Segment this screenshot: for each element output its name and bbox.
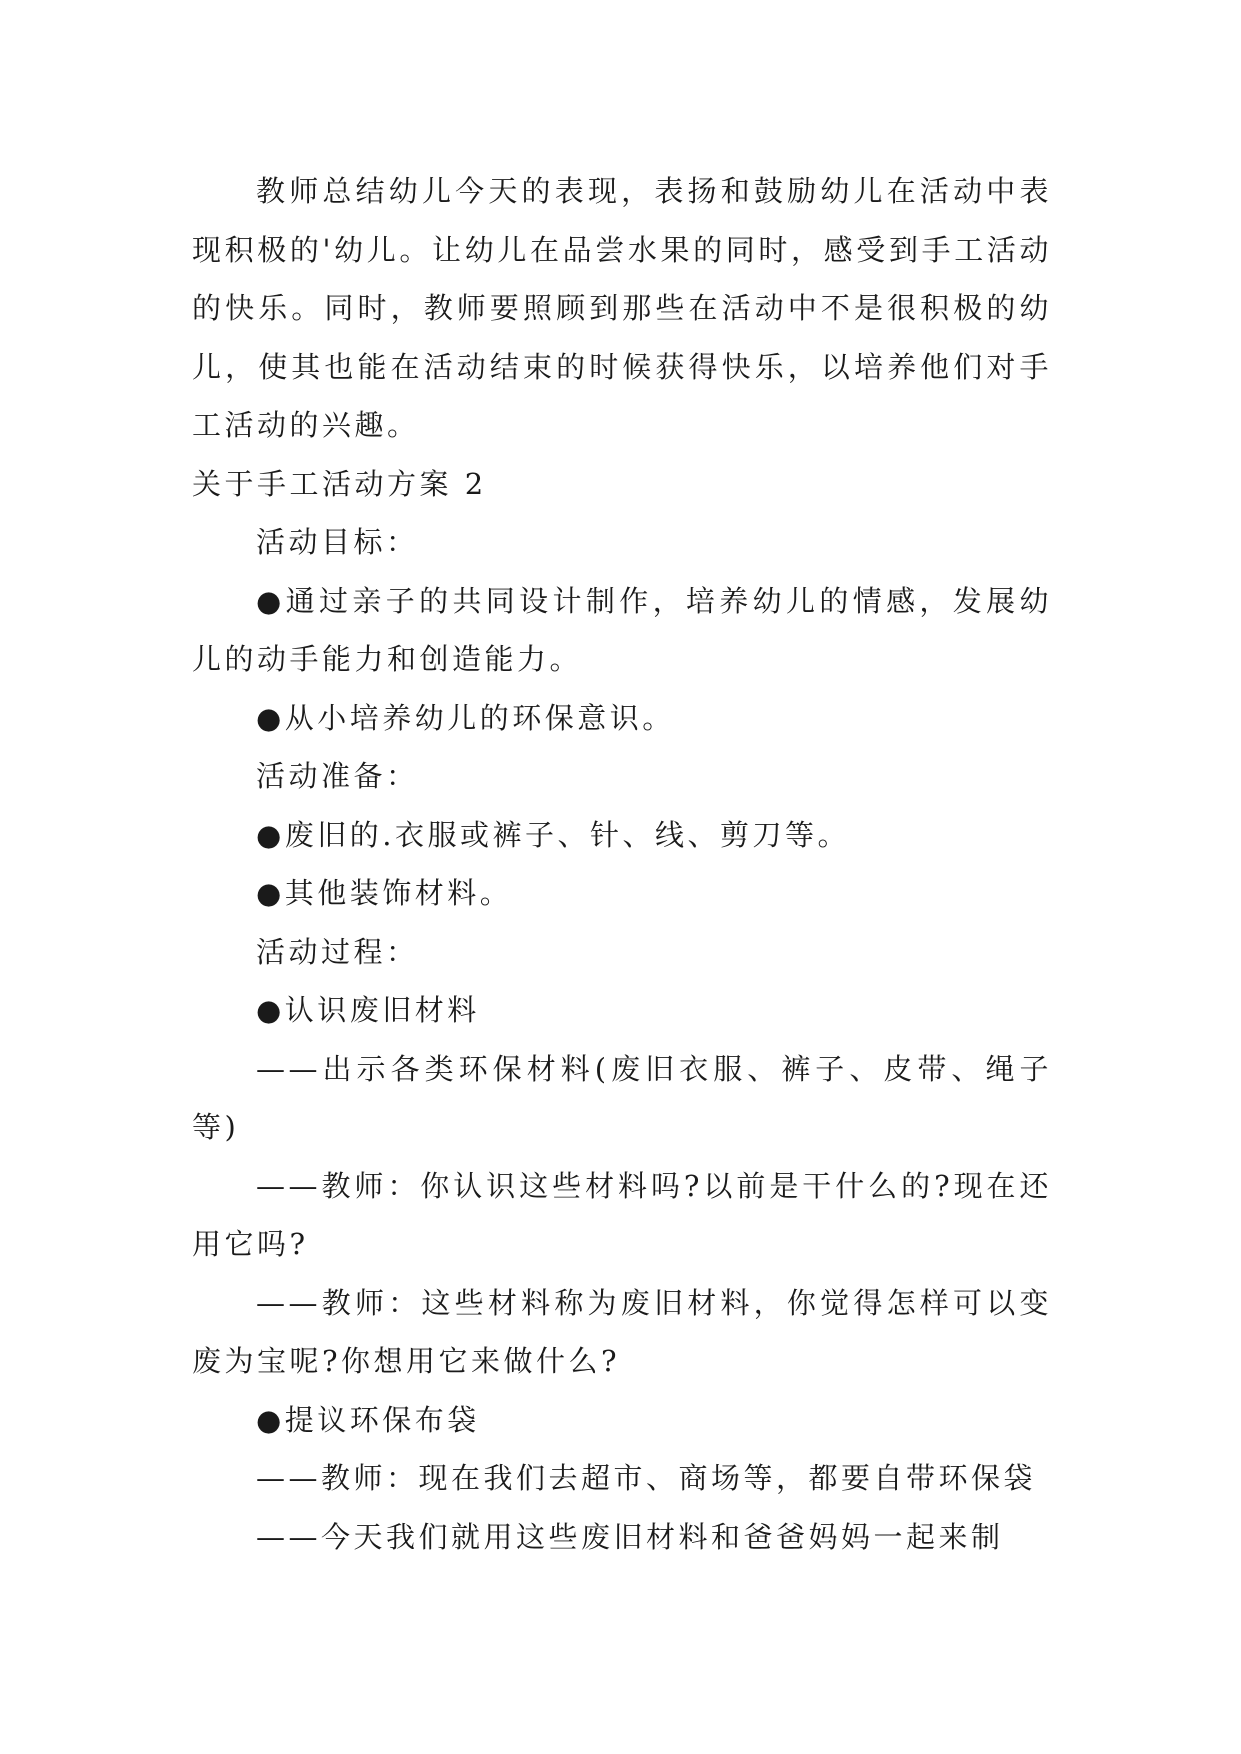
bullet-process-1: ●认识废旧材料 [256, 993, 480, 1027]
document-body [192, 162, 1052, 1566]
process-step-make-together: ——今天我们就用这些废旧材料和爸爸妈妈一起来制 [256, 1519, 1004, 1554]
section-heading: 关于手工活动方案 2 [192, 466, 487, 501]
process-step-teacher-eco-bag: ——教师：现在我们去超市、商场等，都要自带环保袋 [256, 1461, 1037, 1495]
process-step-show-materials: ——出示各类环保材料(废旧衣服、裤子、皮带、绳子等) [192, 1051, 1052, 1144]
label-activity-goals: 活动目标： [256, 525, 419, 559]
bullet-prep-2: ●其他装饰材料。 [256, 876, 513, 910]
label-activity-process: 活动过程： [256, 934, 419, 969]
bullet-goal-1: ●通过亲子的共同设计制作，培养幼儿的情感，发展幼儿的动手能力和创造能力。 [192, 583, 1052, 676]
label-activity-preparation: 活动准备： [256, 759, 419, 793]
bullet-process-2: ●提议环保布袋 [256, 1402, 480, 1437]
bullet-goal-2: ●从小培养幼儿的环保意识。 [256, 700, 675, 735]
bullet-prep-1: ●废旧的.衣服或裤子、针、线、剪刀等。 [256, 817, 851, 852]
process-step-teacher-question-2: ——教师：这些材料称为废旧材料，你觉得怎样可以变废为宝呢?你想用它来做什么? [192, 1285, 1052, 1378]
paragraph-teacher-summary: 教师总结幼儿今天的表现，表扬和鼓励幼儿在活动中表现积极的'幼儿。让幼儿在品尝水果的同时，感受到手工活动的快乐。同时，教师要照顾到那些在活动中不是很积极的幼儿，使其也能在活动结束的时候获得快乐，以培养他们对手工活动的兴趣。 [192, 174, 1052, 442]
process-step-teacher-question-1: ——教师：你认识这些材料吗?以前是干什么的?现在还用它吗? [192, 1168, 1052, 1261]
